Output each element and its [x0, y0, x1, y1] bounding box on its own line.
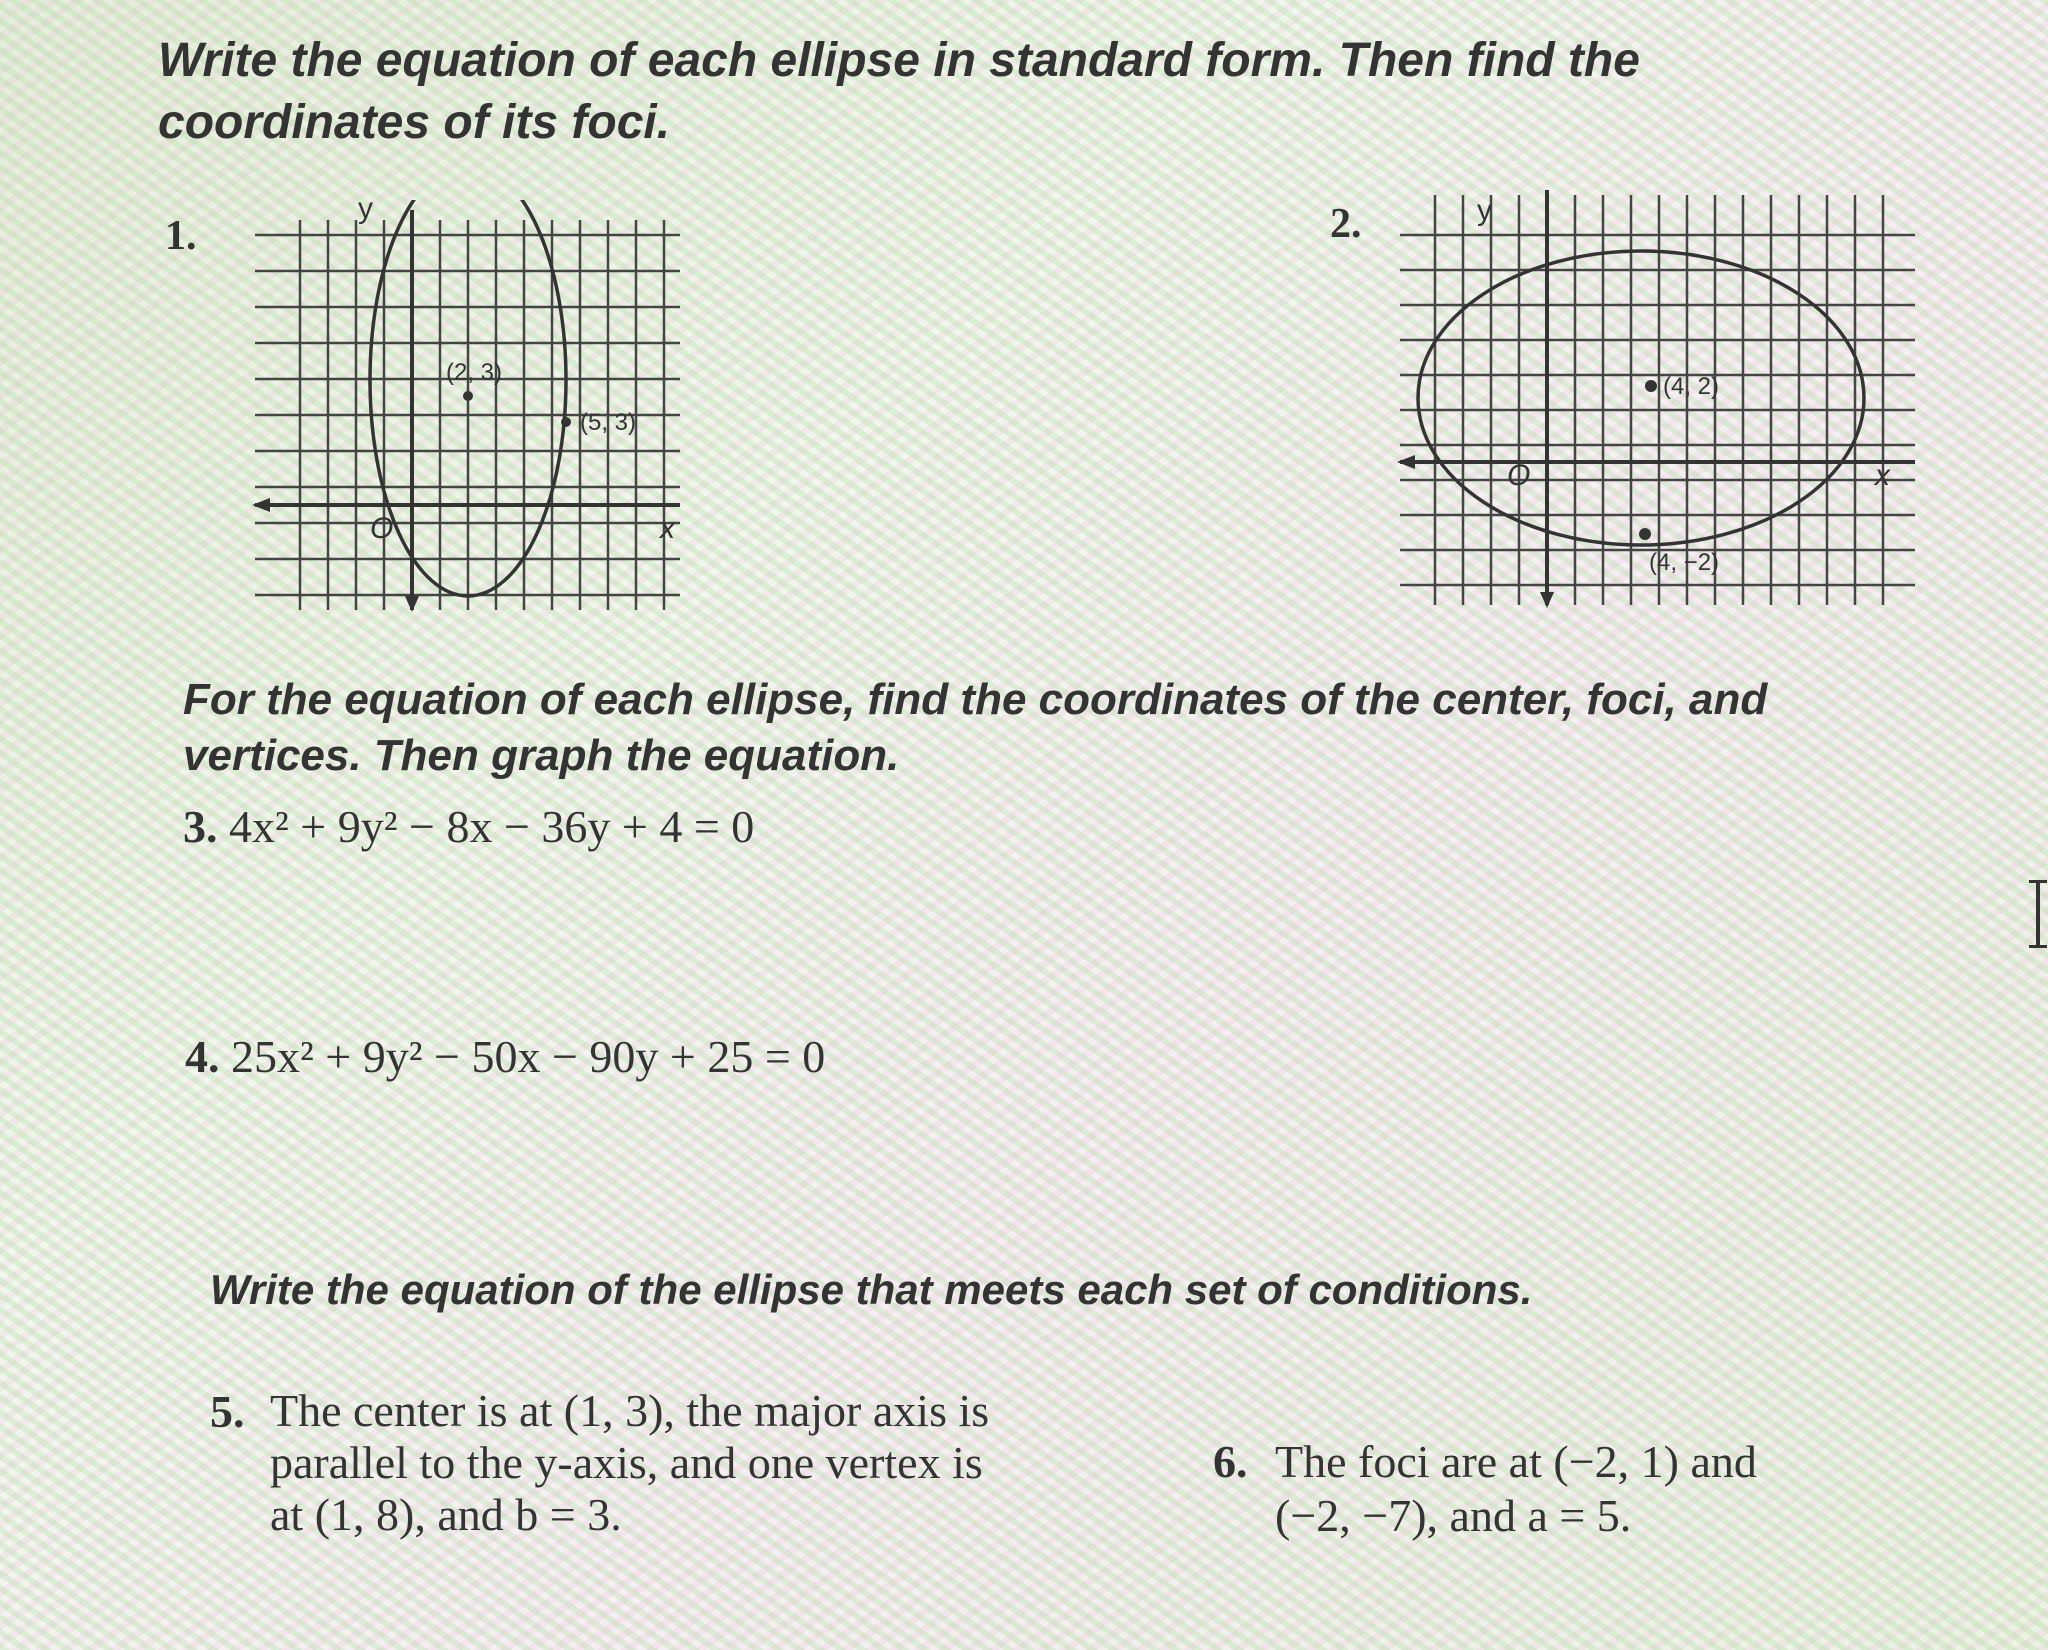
- problem2-y-label: y: [1477, 194, 1492, 227]
- problem1-point-b: (5, 3): [580, 409, 637, 436]
- problem5-text: [270, 1385, 989, 1541]
- problem5-line2: parallel to the y-axis, and one vertex is: [270, 1437, 983, 1488]
- problem2-number: 2.: [1330, 201, 1362, 247]
- problem1-graph: [250, 200, 690, 620]
- problem2-x-label: x: [1875, 459, 1890, 492]
- problem2-point-a: (4, 2): [1663, 373, 1720, 400]
- problem1-x-label: x: [660, 512, 675, 545]
- problem4-equation: 25x² + 9y² − 50x − 90y + 25 = 0: [231, 1031, 826, 1082]
- problem3-equation: 4x² + 9y² − 8x − 36y + 4 = 0: [229, 801, 755, 852]
- section1-instructions: Write the equation of each ellipse in standard form. Then find the coordinates of its foci.: [158, 34, 1640, 149]
- problem5-line1: The center is at (1, 3), the major axis is: [270, 1385, 990, 1436]
- problem3-number: 3.: [183, 801, 218, 852]
- problem2-origin-label: O: [1507, 459, 1531, 492]
- section3-instructions: Write the equation of the ellipse that meets each set of conditions.: [210, 1266, 1533, 1313]
- problem1-y-label: y: [358, 200, 373, 225]
- problem2-graph: [1395, 190, 1920, 615]
- problem6-text: [1275, 1435, 1757, 1543]
- problem4: [185, 1030, 825, 1083]
- problem1-origin-label: O: [370, 512, 394, 545]
- problem5-number: 5.: [210, 1386, 245, 1437]
- problem6-line1: The foci are at (−2, 1) and: [1275, 1436, 1757, 1487]
- problem5-line3: at (1, 8), and b = 3.: [270, 1489, 622, 1540]
- problem2-point-b: (4, −2): [1649, 549, 1720, 576]
- problem4-number: 4.: [185, 1031, 220, 1082]
- text-cursor-icon: [2036, 880, 2040, 948]
- problem6-line2: (−2, −7), and a = 5.: [1275, 1490, 1632, 1541]
- section2-instructions: For the equation of each ellipse, find the coordinates of the center, foci, and vertices. Then graph the equation.: [183, 675, 1768, 780]
- problem3: [183, 800, 754, 853]
- problem6-number: 6.: [1213, 1436, 1248, 1487]
- problem1-number: 1.: [165, 213, 197, 259]
- problem1-point-a: (2, 3): [446, 359, 503, 386]
